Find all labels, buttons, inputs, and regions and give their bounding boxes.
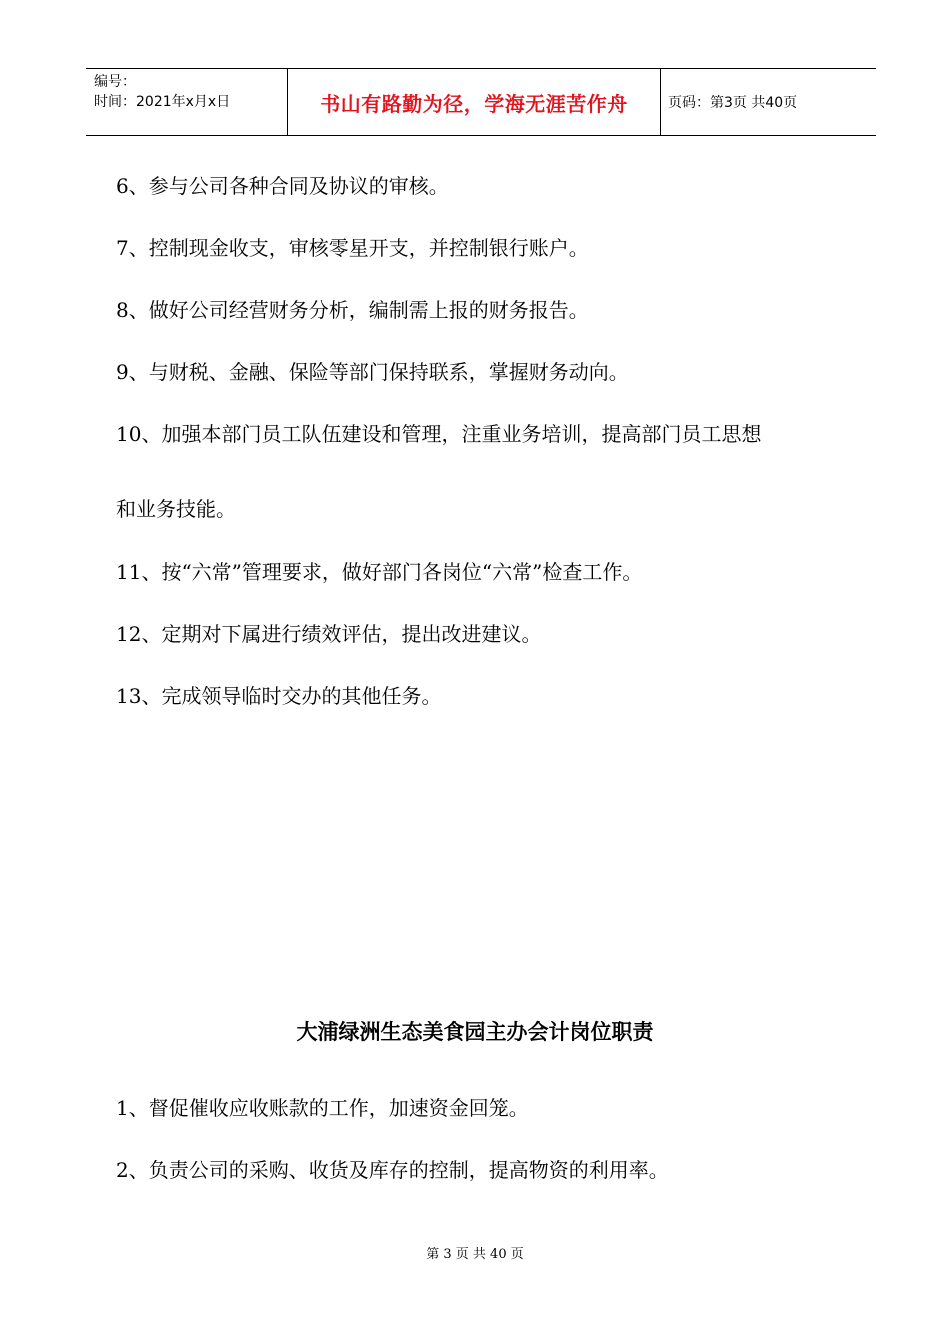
section-list-item: 1、督促催收应收账款的工作，加速资金回笼。 — [116, 1096, 529, 1120]
list-item: 13、完成领导临时交办的其他任务。 — [116, 684, 442, 708]
list-item: 9、与财税、金融、保险等部门保持联系，掌握财务动向。 — [116, 360, 629, 384]
list-item: 11、按“六常”管理要求，做好部门各岗位“六常”检查工作。 — [116, 560, 643, 584]
section-list-item: 2、负责公司的采购、收货及库存的控制，提高物资的利用率。 — [116, 1158, 669, 1182]
header-time-label: 时间：2021年x月x日 — [94, 94, 231, 110]
list-item: 12、定期对下属进行绩效评估，提出改进建议。 — [116, 622, 542, 646]
list-item: 8、做好公司经营财务分析，编制需上报的财务报告。 — [116, 298, 589, 322]
page-footer: 第 3 页 共 40 页 — [426, 1247, 524, 1262]
list-item-continuation: 和业务技能。 — [116, 497, 236, 521]
header-meta — [94, 72, 230, 112]
page-header — [86, 68, 876, 136]
header-motto: 书山有路勤为径，学海无涯苦作舟 — [320, 91, 628, 116]
section-title: 大浦绿洲生态美食园主办会计岗位职责 — [296, 1020, 654, 1044]
list-item: 6、参与公司各种合同及协议的审核。 — [116, 174, 449, 198]
header-divider — [660, 69, 661, 135]
list-item: 10、加强本部门员工队伍建设和管理，注重业务培训，提高部门员工思想 — [116, 422, 762, 446]
list-item: 7、控制现金收支，审核零星开支，并控制银行账户。 — [116, 236, 589, 260]
header-page-label: 页码：第3页 共40页 — [668, 95, 798, 111]
header-number-label: 编号： — [94, 74, 136, 90]
